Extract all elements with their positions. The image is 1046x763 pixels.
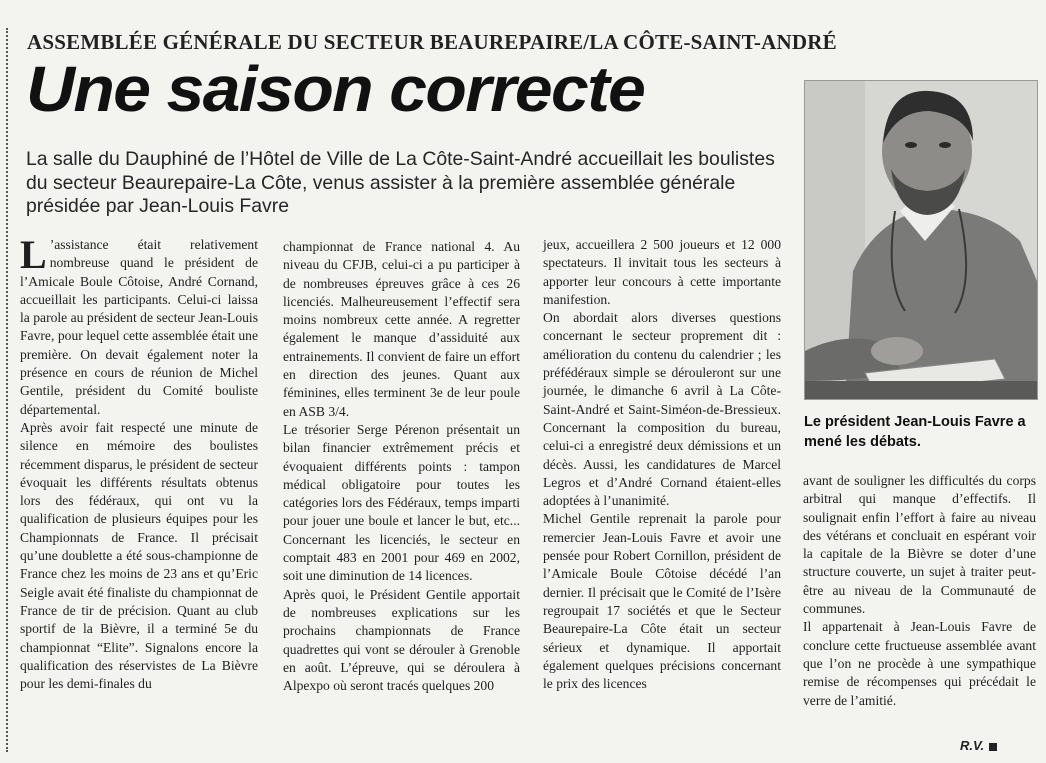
body-paragraph: jeux, accueillera 2 500 joueurs et 12 000 spectateurs. Il invitait tous les secteurs à apporter leur concours à cette importante manifestion.	[543, 237, 781, 307]
body-paragraph: Il appartenait à Jean-Louis Favre de conclure cette fructueuse assemblée avant que l’on ne procède à une sympathique remise de récompenses qui précédait le verre de l’amitié.	[803, 619, 1036, 708]
author-signature	[960, 738, 997, 753]
article-column-3	[543, 236, 781, 693]
end-mark-icon	[989, 743, 997, 751]
article-standfirst: La salle du Dauphiné de l’Hôtel de Ville de La Côte-Saint-André accueillait les boulistes du secteur Beaurepaire-La Côte, venus assister à la première assemblée générale présidée par Jean-Louis Favre	[26, 148, 775, 217]
article-kicker: ASSEMBLÉE GÉNÉRALE DU SECTEUR BEAUREPAIRE/LA CÔTE-SAINT-ANDRÉ	[27, 30, 837, 54]
article-column-1	[20, 232, 258, 693]
body-paragraph: Après avoir fait respecté une minute de silence en mémoire des boulistes récemment disparus, le président de secteur évoquait les différents résultats obtenus lors des fédéraux, qui ont vu la qualification de plusieurs équipes pour les Championnats de France. Il précisait qu’une doublette a été sous-championne de France chez les moins de 23 ans et qu’Eric Seigle avait été finaliste du championnat de France de tir de précision. Quant au club sportif de la Bièvre, il a terminé 5e du championnat “Elite”. Signalons encore la qualification des réservistes de La Bièvre pour les demi-finales du	[20, 419, 258, 692]
body-paragraph	[20, 232, 258, 419]
photo-caption: Le président Jean-Louis Favre a mené les débats.	[804, 414, 1026, 450]
body-paragraph: On abordait alors diverses questions concernant le secteur proprement dit : amélioration du contenu du calendrier ; les préfédéraux simple se dérouleront sur une journée, le dimanche 6 avril à La Côte-Saint-André et Saint-Siméon-de-Bressieux. Concernant la composition du bureau, celui-ci a enregistré deux démissions et un décès. Aussi, les candidatures de Marcel Legros et d’André Cornand étaient-elles adoptées à l’unanimité.	[543, 310, 781, 509]
article-headline: Une saison correcte	[26, 53, 645, 125]
body-paragraph: Après quoi, le Président Gentile apportait de nombreuses explications sur les prochains championnats de France quadrettes qui vont se dérouler à Grenoble en août. L’épreuve, qui se déroulera à Alpexpo où seront tracés quelques 200	[283, 586, 520, 694]
body-paragraph: championnat de France national 4. Au niveau du CFJB, celui-ci a pu participer à de nombreuses épreuves grâce à ces 26 licenciés. Malheureusement l’effectif sera moins nombreux cette année. A regretter également le manque d’assiduité aux entrainements. Il convient de faire un effort en direction des jeunes. Quant aux féminines, elles terminent 3e de leur poule en ASB 3/4.	[283, 239, 520, 419]
left-margin-rule	[6, 28, 8, 752]
president-photo	[804, 80, 1038, 400]
article-column-2	[283, 238, 520, 695]
body-paragraph: avant de souligner les difficultés du corps arbitral qui manque d’effectifs. Il soulignait enfin l’effort à faire au niveau des vétérans et concluait en espérant voir la capitale de la Bièvre se doter d’une structure couverte, un sujet à traiter peut-être au niveau de la Communauté de communes.	[803, 473, 1036, 617]
article-column-4	[803, 472, 1036, 710]
body-paragraph: Le trésorier Serge Pérenon présentait un bilan financier extrêmement précis et évoquaient différents points : tampon médical obligatoire pour toutes les catégories lors des Fédéraux, temps imparti pour jouer une boule et lancer le but, etc... Concernant les licenciés, le secteur en comptait 483 en 2001 pour 469 en 2002, soit une diminution de 14 licences.	[283, 421, 520, 584]
body-paragraph: Michel Gentile reprenait la parole pour remercier Jean-Louis Favre et avoir une pensée pour Robert Cornillon, président de l’Amicale Boule Côtoise décédé l’an dernier. Il précisait que le Comité de l’Isère regroupait 17 sociétés et que le Secteur Beaurepaire-La Côte était un secteur sérieux et dynamique. Il apportait également quelques précisions concernant le prix des licences	[543, 511, 781, 692]
paragraph-text: ’assistance était relativement nombreuse quand le président de l’Amicale Boule Côtoise, André Cornand, accueillait les participants. Celui-ci laissa la parole au président de secteur Jean-Louis Favre, pour lequel cette assemblée était une première. On devait également noter la présence en cours de réunion de Michel Gentile, président du Comité bouliste départemental.	[20, 237, 258, 417]
drop-cap: L	[20, 232, 47, 277]
signature-text: R.V.	[960, 738, 985, 753]
